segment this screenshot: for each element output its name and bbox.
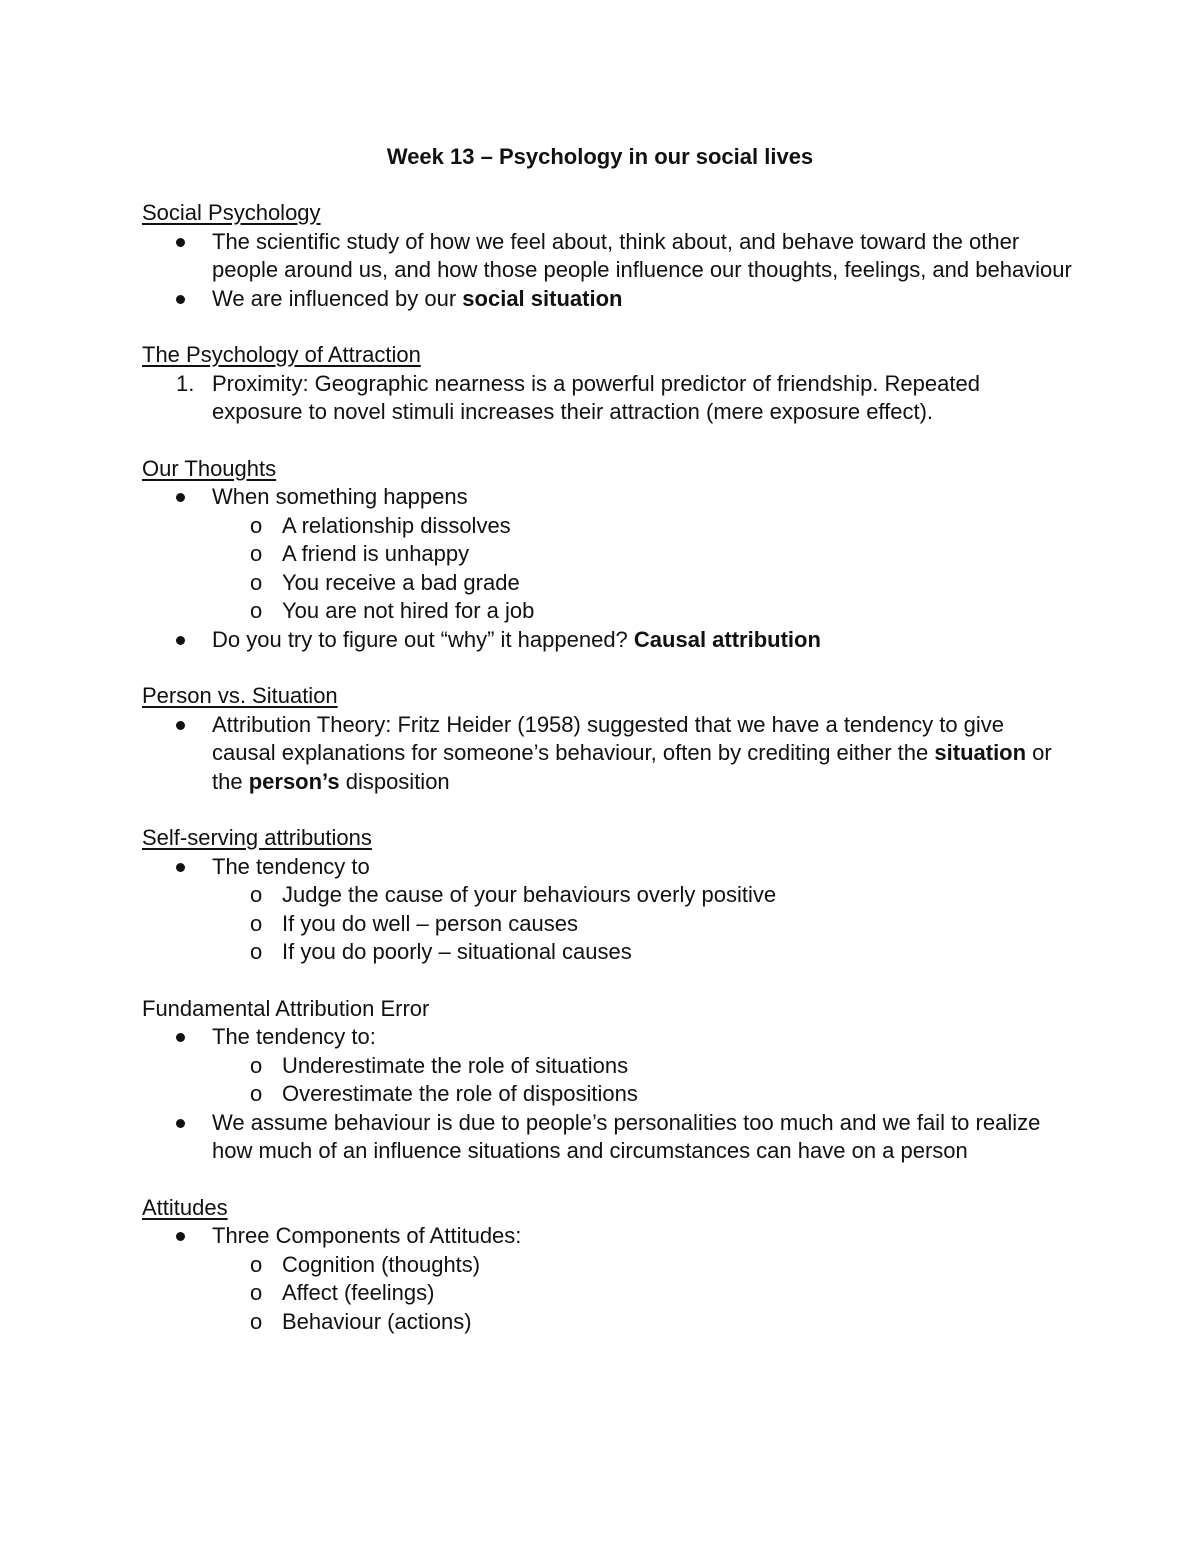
circle-bullet-icon: o [250,1052,263,1078]
section-heading: Fundamental Attribution Error [142,995,430,1021]
item-bold-text: social situation [462,285,623,311]
sub-item-text: Judge the cause of your behaviours overly positive [282,882,777,907]
item-text: We assume behaviour is due to people’s personalities too much and we fail to realize how much of an influence situations and circumstances can have on a person [212,1109,1041,1163]
item-text: The tendency to [212,853,370,879]
section-heading: Attitudes [142,1194,228,1220]
sub-item-text: Behaviour (actions) [282,1308,472,1334]
bullet-icon [176,863,185,872]
sub-item-text: You are not hired for a job [282,598,535,623]
bullet-icon [176,295,185,304]
list-item [142,285,1072,314]
list-item [142,228,1072,285]
circle-bullet-icon: o [250,1308,263,1334]
section-heading: Social Psychology [142,200,321,225]
sub-list-item [142,1251,1072,1280]
sub-list-item [142,910,1072,939]
bullet-icon [176,1033,185,1042]
sub-list-item [142,1052,1072,1081]
bullet-list [142,853,1072,882]
section-attitudes [142,1194,1072,1337]
list-item [142,1109,1072,1166]
item-text: Do you try to figure out “why” it happened? [212,626,634,652]
sub-item-text: You receive a bad grade [282,569,520,595]
section-heading: Self-serving attributions [142,825,372,850]
list-item [142,711,1072,797]
sub-list-item [142,938,1072,967]
list-number: 1. [176,370,195,396]
circle-bullet-icon: o [250,1251,263,1277]
section-heading: The Psychology of Attraction [142,342,421,367]
item-text: The tendency to: [212,1024,376,1049]
list-item [142,483,1072,512]
sub-list-item [142,540,1072,569]
item-bold-text: situation [934,740,1027,765]
bullet-list [142,1222,1072,1251]
circle-bullet-icon: o [250,1081,263,1106]
list-item [142,1222,1072,1251]
item-text: or the [212,740,1052,794]
sub-list-item [142,512,1072,541]
sub-list-item [142,1080,1072,1109]
sub-list-item [142,1308,1072,1337]
bullet-list [142,626,1072,655]
bullet-icon [176,636,185,645]
bullet-icon [176,1119,185,1128]
document-body [142,199,1072,1364]
sub-list [142,512,1072,626]
sub-item-text: A friend is unhappy [282,541,470,566]
sub-list-item [142,569,1072,598]
sub-item-text: A relationship dissolves [282,512,511,538]
circle-bullet-icon: o [250,569,263,595]
bullet-list [142,711,1072,797]
sub-item-text: Cognition (thoughts) [282,1251,481,1277]
sub-item-text: Overestimate the role of dispositions [282,1081,638,1106]
sub-list-item [142,1279,1072,1308]
circle-bullet-icon: o [250,1280,263,1305]
section-social-psychology [142,199,1072,313]
item-text: Attribution Theory: Fritz Heider (1958) suggested that we have a tendency to give causal explanations for someone’s behaviour, often by crediting either the [212,711,1005,765]
sub-item-text: Affect (feelings) [282,1280,435,1305]
list-item [142,626,1072,655]
section-self-serving [142,824,1072,967]
bullet-list [142,1023,1072,1052]
section-person-vs-situation [142,682,1072,796]
bullet-list [142,1109,1072,1166]
item-text: disposition [339,768,450,794]
list-item [142,1023,1072,1052]
numbered-list [142,370,1072,427]
sub-list [142,1052,1072,1109]
circle-bullet-icon: o [250,512,263,538]
page-title: Week 13 – Psychology in our social lives [386,144,814,169]
sub-list [142,1251,1072,1337]
bullet-list [142,228,1072,314]
sub-list [142,881,1072,967]
item-text: The scientific study of how we feel about, think about, and behave toward the other people around us, and how those people influence our thoughts, feelings, and behaviour [212,228,1072,282]
item-bold-text: person’s [248,768,340,794]
list-item [142,853,1072,882]
sub-item-text: If you do poorly – situational causes [282,939,632,964]
section-fundamental-attribution-error [142,995,1072,1166]
item-text: Proximity: Geographic nearness is a powerful predictor of friendship. Repeated exposure to novel stimuli increases their attraction (mere exposure effect). [212,370,980,424]
item-text: We are influenced by our [212,285,463,311]
bullet-list [142,483,1072,512]
bullet-icon [176,721,185,730]
section-heading: Person vs. Situation [142,683,338,708]
item-bold-text: Causal attribution [633,626,821,652]
sub-list-item [142,597,1072,626]
sub-item-text: Underestimate the role of situations [282,1052,629,1078]
bullet-icon [176,238,185,247]
item-text: When something happens [212,484,468,509]
bullet-icon [176,1232,185,1241]
bullet-icon [176,493,185,502]
circle-bullet-icon: o [250,541,263,566]
circle-bullet-icon: o [250,598,263,623]
circle-bullet-icon: o [250,910,263,936]
circle-bullet-icon: o [250,939,263,964]
sub-item-text: If you do well – person causes [282,910,578,936]
section-heading: Our Thoughts [142,455,277,481]
sub-list-item [142,881,1072,910]
section-attraction [142,341,1072,427]
list-item [142,370,1072,427]
section-our-thoughts [142,455,1072,655]
item-text: Three Components of Attitudes: [212,1223,522,1248]
circle-bullet-icon: o [250,882,263,907]
